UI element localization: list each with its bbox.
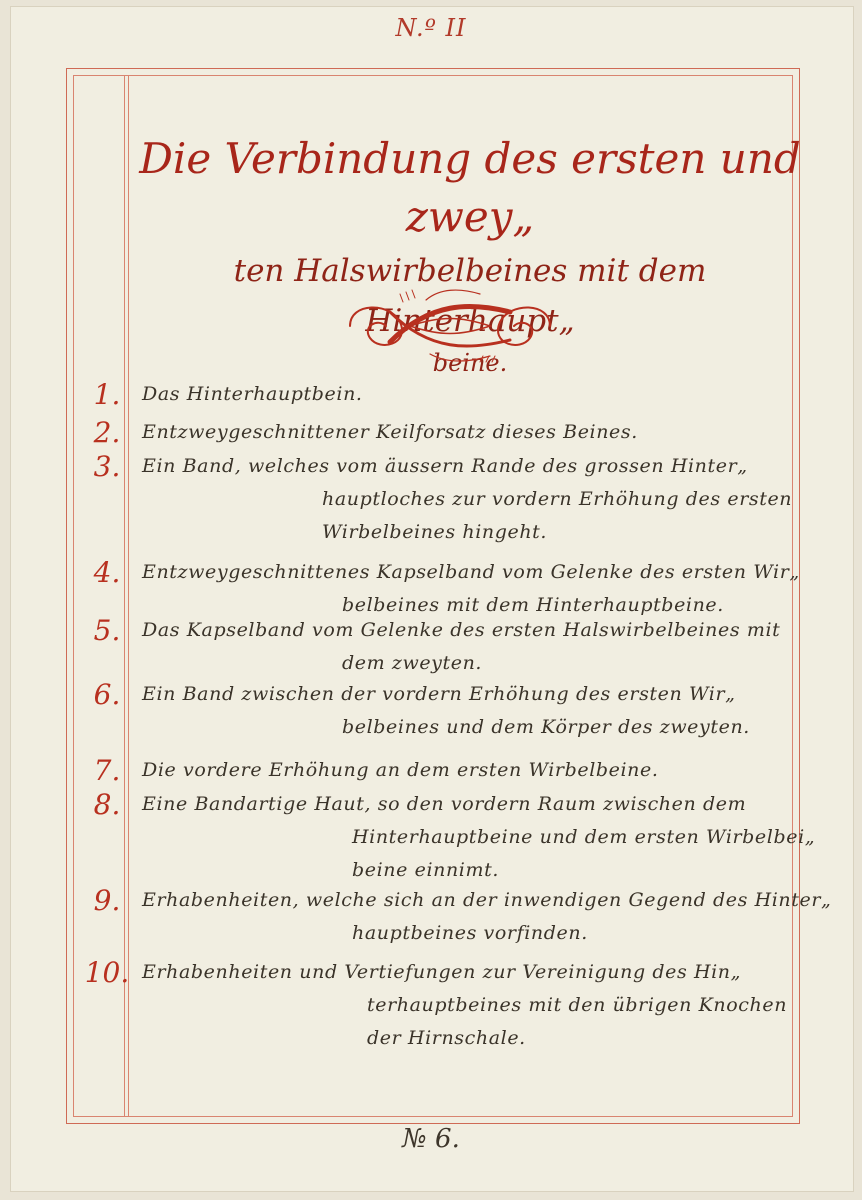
- item-line: belbeines mit dem Hinterhauptbeine.: [342, 594, 724, 616]
- item-line: Die vordere Erhöhung an dem ersten Wirbelbeine.: [142, 759, 659, 781]
- item-line: Entzweygeschnittenes Kapselband vom Gelenke des ersten Wir„: [142, 561, 800, 583]
- calligraphic-flourish-icon: [330, 282, 570, 370]
- item-line: Hinterhauptbeine und dem ersten Wirbelbei„: [352, 826, 816, 848]
- item-number: 8.: [93, 788, 121, 821]
- item-line: Ein Band zwischen der vordern Erhöhung des ersten Wir„: [142, 683, 736, 705]
- item-text: [142, 956, 792, 1055]
- item-text: [142, 754, 792, 787]
- item-number: 6.: [93, 678, 121, 711]
- item-number: 9.: [93, 884, 121, 917]
- item-number: 1.: [93, 378, 121, 411]
- item-number: 3.: [93, 450, 121, 483]
- item-line: dem zweyten.: [342, 652, 483, 674]
- item-line: Das Kapselband vom Gelenke des ersten Halswirbelbeines mit: [142, 619, 781, 641]
- item-text: [142, 884, 832, 950]
- item-number: 5.: [93, 614, 121, 647]
- item-line: belbeines und dem Körper des zweyten.: [342, 716, 750, 738]
- item-line: Das Hinterhauptbein.: [142, 383, 363, 405]
- item-line: der Hirnschale.: [367, 1027, 526, 1049]
- item-line: beine einnimt.: [352, 859, 499, 881]
- item-line: Erhabenheiten, welche sich an der inwendigen Gegend des Hinter„: [142, 889, 832, 911]
- item-text: [142, 450, 792, 549]
- item-text: [142, 614, 792, 680]
- page-number: № 6.: [402, 1124, 460, 1154]
- item-line: Ein Band, welches vom äussern Rande des grossen Hinter„: [142, 455, 748, 477]
- item-number: 4.: [93, 556, 121, 589]
- title-line-2: ten Halswirbelbeines mit dem Hinterhaupt„: [233, 253, 707, 339]
- item-line: Wirbelbeines hingeht.: [322, 521, 548, 543]
- item-text: [142, 416, 792, 449]
- item-text: [142, 788, 816, 887]
- item-line: terhauptbeines mit den übrigen Knochen: [367, 994, 788, 1016]
- title-line-3: beine.: [432, 349, 508, 377]
- item-line: Eine Bandartige Haut, so den vordern Raum zwischen dem: [142, 793, 747, 815]
- title-line-1: Die Verbindung des ersten und zwey„: [139, 134, 801, 241]
- item-text: [142, 556, 800, 622]
- item-line: Erhabenheiten und Vertiefungen zur Vereinigung des Hin„: [142, 961, 742, 983]
- item-line: hauptbeines vorfinden.: [352, 922, 588, 944]
- item-line: hauptloches zur vordern Erhöhung des ersten: [322, 488, 793, 510]
- item-text: [142, 678, 792, 744]
- item-number: 2.: [93, 416, 121, 449]
- item-number: 10.: [84, 956, 130, 989]
- item-line: Entzweygeschnittener Keilforsatz dieses Beines.: [142, 421, 638, 443]
- item-text: [142, 378, 792, 411]
- plate-number: N.º II: [395, 14, 467, 42]
- item-number: 7.: [93, 754, 121, 787]
